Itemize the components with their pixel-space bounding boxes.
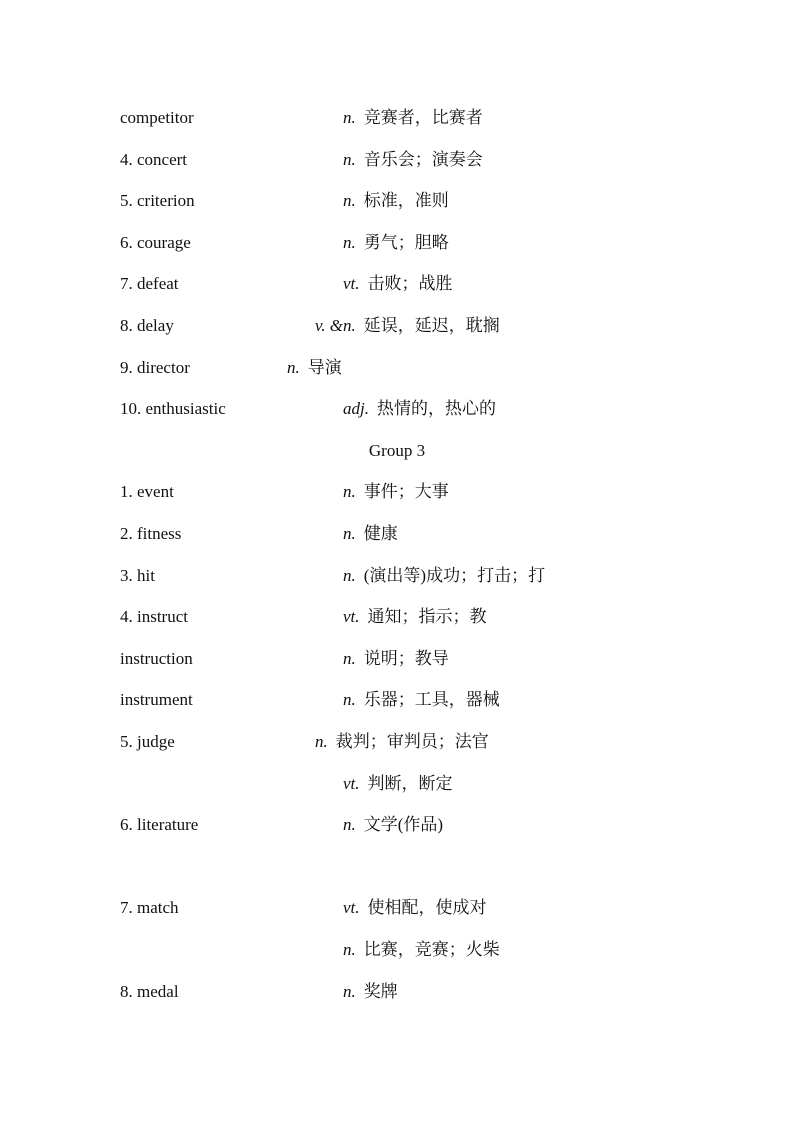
vocab-definition bbox=[343, 272, 453, 296]
part-of-speech: n. bbox=[343, 191, 356, 210]
vocab-definition bbox=[343, 231, 449, 255]
vocab-row bbox=[0, 148, 794, 172]
vocab-word: 7. match bbox=[120, 898, 179, 917]
vocab-meaning: 竞赛者，比赛者 bbox=[363, 108, 483, 127]
vocab-meaning: 通知；指示；教 bbox=[367, 607, 487, 626]
vocab-definition bbox=[343, 772, 453, 796]
vocab-word: 3. hit bbox=[120, 566, 155, 585]
vocab-meaning: (演出等)成功；打击；打 bbox=[363, 566, 546, 585]
vocab-row bbox=[0, 564, 794, 588]
vocab-word: 9. director bbox=[120, 358, 190, 377]
vocab-definition bbox=[343, 189, 449, 213]
part-of-speech: n. bbox=[343, 649, 356, 668]
vocab-word: 8. medal bbox=[120, 982, 179, 1001]
part-of-speech: n. bbox=[343, 940, 356, 959]
vocab-row bbox=[0, 938, 794, 962]
vocab-meaning: 比赛，竞赛；火柴 bbox=[363, 940, 500, 959]
part-of-speech: n. bbox=[343, 524, 356, 543]
vocab-definition bbox=[343, 938, 500, 962]
vocab-word: instrument bbox=[120, 690, 193, 709]
part-of-speech: n. bbox=[343, 233, 356, 252]
vocab-definition bbox=[343, 564, 545, 588]
vocab-meaning: 导演 bbox=[307, 358, 342, 377]
vocab-definition bbox=[343, 106, 483, 130]
vocab-row bbox=[0, 272, 794, 296]
group-heading: Group 3 bbox=[368, 441, 426, 460]
part-of-speech: n. bbox=[343, 108, 356, 127]
vocab-definition bbox=[343, 148, 483, 172]
part-of-speech: n. bbox=[315, 732, 328, 751]
vocab-row bbox=[0, 896, 794, 920]
vocab-word: 5. judge bbox=[120, 732, 175, 751]
vocab-word: 2. fitness bbox=[120, 524, 182, 543]
vocab-meaning: 说明；教导 bbox=[363, 649, 449, 668]
vocab-row bbox=[0, 231, 794, 255]
vocab-definition bbox=[343, 522, 398, 546]
vocab-row bbox=[0, 772, 794, 796]
part-of-speech: vt. bbox=[343, 274, 360, 293]
vocab-row bbox=[0, 397, 794, 421]
vocab-meaning: 健康 bbox=[363, 524, 398, 543]
vocab-definition bbox=[343, 813, 443, 837]
vocab-word: 6. courage bbox=[120, 233, 191, 252]
vocab-definition bbox=[287, 356, 342, 380]
vocab-word: 4. concert bbox=[120, 150, 188, 169]
part-of-speech: vt. bbox=[343, 607, 360, 626]
vocab-meaning: 勇气；胆略 bbox=[363, 233, 449, 252]
vocab-definition bbox=[343, 980, 398, 1004]
vocab-meaning: 热情的，热心的 bbox=[376, 399, 496, 418]
vocab-definition bbox=[343, 397, 496, 421]
vocab-definition bbox=[343, 605, 487, 629]
vocab-meaning: 事件；大事 bbox=[363, 482, 449, 501]
vocab-meaning: 延误，延迟，耽搁 bbox=[363, 316, 500, 335]
vocab-row bbox=[0, 522, 794, 546]
part-of-speech: vt. bbox=[343, 774, 360, 793]
part-of-speech: v. &n. bbox=[315, 316, 356, 335]
part-of-speech: n. bbox=[343, 566, 356, 585]
vocab-row bbox=[0, 730, 794, 754]
vocab-row bbox=[0, 647, 794, 671]
vocab-meaning: 判断，断定 bbox=[367, 774, 453, 793]
vocab-word: instruction bbox=[120, 649, 193, 668]
part-of-speech: n. bbox=[343, 982, 356, 1001]
vocab-meaning: 击败；战胜 bbox=[367, 274, 453, 293]
vocab-meaning: 音乐会；演奏会 bbox=[363, 150, 483, 169]
vocab-word: 1. event bbox=[120, 482, 174, 501]
vocab-meaning: 标准，准则 bbox=[363, 191, 449, 210]
vocab-row bbox=[0, 189, 794, 213]
vocab-definition bbox=[343, 647, 449, 671]
vocab-definition bbox=[315, 314, 500, 338]
vocab-row bbox=[0, 688, 794, 712]
vocab-meaning: 使相配，使成对 bbox=[367, 898, 487, 917]
part-of-speech: n. bbox=[343, 482, 356, 501]
vocab-row bbox=[0, 314, 794, 338]
vocab-word: 7. defeat bbox=[120, 274, 179, 293]
vocab-word: 8. delay bbox=[120, 316, 174, 335]
vocab-word: 10. enthusiastic bbox=[120, 399, 226, 418]
vocab-word: competitor bbox=[120, 108, 194, 127]
part-of-speech: n. bbox=[343, 150, 356, 169]
vocab-row bbox=[0, 480, 794, 504]
part-of-speech: vt. bbox=[343, 898, 360, 917]
vocab-definition bbox=[343, 688, 500, 712]
vocab-definition bbox=[315, 730, 489, 754]
part-of-speech: n. bbox=[343, 690, 356, 709]
part-of-speech: n. bbox=[343, 815, 356, 834]
vocab-row bbox=[0, 356, 794, 380]
vocab-word: 6. literature bbox=[120, 815, 199, 834]
vocab-row bbox=[0, 980, 794, 1004]
vocab-word: 4. instruct bbox=[120, 607, 188, 626]
vocab-definition bbox=[343, 896, 487, 920]
vocab-row bbox=[0, 813, 794, 837]
vocab-row bbox=[0, 605, 794, 629]
vocab-definition bbox=[343, 480, 449, 504]
vocab-meaning: 裁判；审判员；法官 bbox=[335, 732, 489, 751]
vocab-row bbox=[0, 106, 794, 130]
part-of-speech: adj. bbox=[343, 399, 369, 418]
vocab-meaning: 文学(作品) bbox=[363, 815, 444, 834]
part-of-speech: n. bbox=[287, 358, 300, 377]
vocab-meaning: 奖牌 bbox=[363, 982, 398, 1001]
vocab-word: 5. criterion bbox=[120, 191, 195, 210]
vocab-meaning: 乐器；工具，器械 bbox=[363, 690, 500, 709]
